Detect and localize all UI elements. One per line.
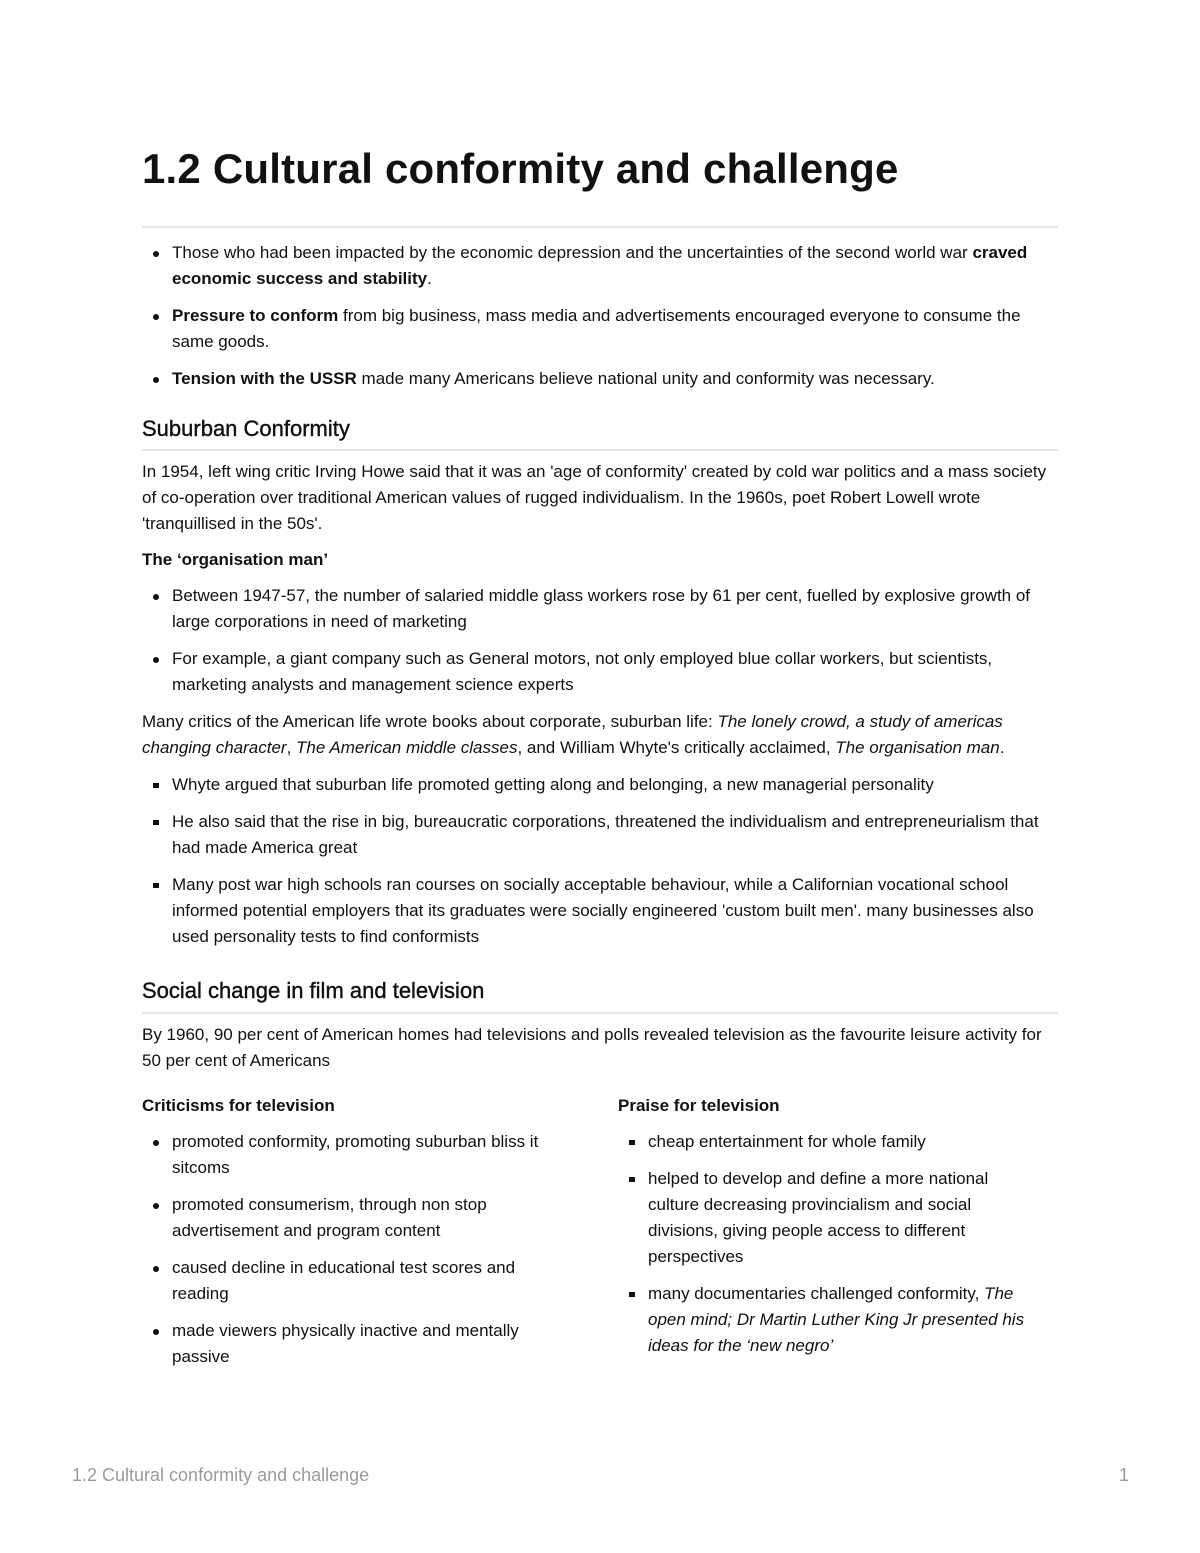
organisation-bullet-list <box>142 583 1058 698</box>
title-divider <box>142 226 1058 228</box>
praise-list <box>618 1129 1038 1359</box>
list-item: cheap entertainment for whole family <box>618 1129 1038 1155</box>
list-item: Those who had been impacted by the economic depression and the uncertainties of the second world war craved economic success and stability. <box>142 240 1058 292</box>
footer-title: 1.2 Cultural conformity and challenge <box>72 1465 370 1485</box>
list-item: made viewers physically inactive and mentally passive <box>142 1318 562 1370</box>
whyte-bullet-list <box>142 772 1058 950</box>
organisation-man-heading: The ‘organisation man’ <box>142 550 329 569</box>
intro-bullet-list <box>142 240 1058 392</box>
intro-section <box>142 240 1058 403</box>
list-item: Tension with the USSR made many Americans believe national unity and conformity was necessary. <box>142 366 1058 392</box>
list-item: promoted consumerism, through non stop advertisement and program content <box>142 1192 562 1244</box>
page-title: 1.2 Cultural conformity and challenge <box>142 145 899 192</box>
list-item: Whyte argued that suburban life promoted getting along and belonging, a new managerial personality <box>142 772 1058 798</box>
section-heading-suburban: Suburban Conformity <box>142 416 350 441</box>
section-divider <box>142 1012 1058 1014</box>
suburban-section <box>142 459 1058 961</box>
criticisms-column <box>142 1093 562 1381</box>
list-item: promoted conformity, promoting suburban bliss it sitcoms <box>142 1129 562 1181</box>
film-tv-paragraph-block <box>142 1022 1058 1074</box>
page-number: 1 <box>1119 1465 1130 1485</box>
criticisms-heading: Criticisms for television <box>142 1096 335 1115</box>
list-item: Many post war high schools ran courses on socially acceptable behaviour, while a Californian vocational school informed potential employers that its graduates were socially engineered 'custom built men'. many businesses also used personality tests to find conformists <box>142 872 1058 950</box>
film-tv-paragraph: By 1960, 90 per cent of American homes had televisions and polls revealed television as the favourite leisure activity for 50 per cent of Americans <box>142 1025 1042 1070</box>
list-item: For example, a giant company such as General motors, not only employed blue collar workers, but scientists, marketing analysts and management science experts <box>142 646 1058 698</box>
section-heading-film-tv: Social change in film and television <box>142 978 485 1003</box>
section-divider <box>142 449 1058 451</box>
praise-heading: Praise for television <box>618 1096 780 1115</box>
list-item: Pressure to conform from big business, mass media and advertisements encouraged everyone to consume the same goods. <box>142 303 1058 355</box>
praise-column <box>618 1093 1038 1370</box>
criticisms-list <box>142 1129 562 1370</box>
list-item: caused decline in educational test scores and reading <box>142 1255 562 1307</box>
list-item: He also said that the rise in big, bureaucratic corporations, threatened the individualism and entrepreneurialism that had made America great <box>142 809 1058 861</box>
list-item: helped to develop and define a more national culture decreasing provincialism and social divisions, giving people access to different perspectives <box>618 1166 1038 1270</box>
list-item: many documentaries challenged conformity, The open mind; Dr Martin Luther King Jr presented his ideas for the ‘new negro’ <box>618 1281 1038 1359</box>
suburban-paragraph: In 1954, left wing critic Irving Howe said that it was an 'age of conformity' created by cold war politics and a mass society of co-operation over traditional American values of rugged individualism. In the 1960s, poet Robert Lowell wrote 'tranquillised in the 50s'. <box>142 462 1047 533</box>
list-item: Between 1947-57, the number of salaried middle glass workers rose by 61 per cent, fuelled by explosive growth of large corporations in need of marketing <box>142 583 1058 635</box>
critics-paragraph: Many critics of the American life wrote books about corporate, suburban life: The lonely crowd, a study of americas changing character, The American middle classes, and William Whyte's critically acclaimed, The organisation man. <box>142 712 1005 757</box>
